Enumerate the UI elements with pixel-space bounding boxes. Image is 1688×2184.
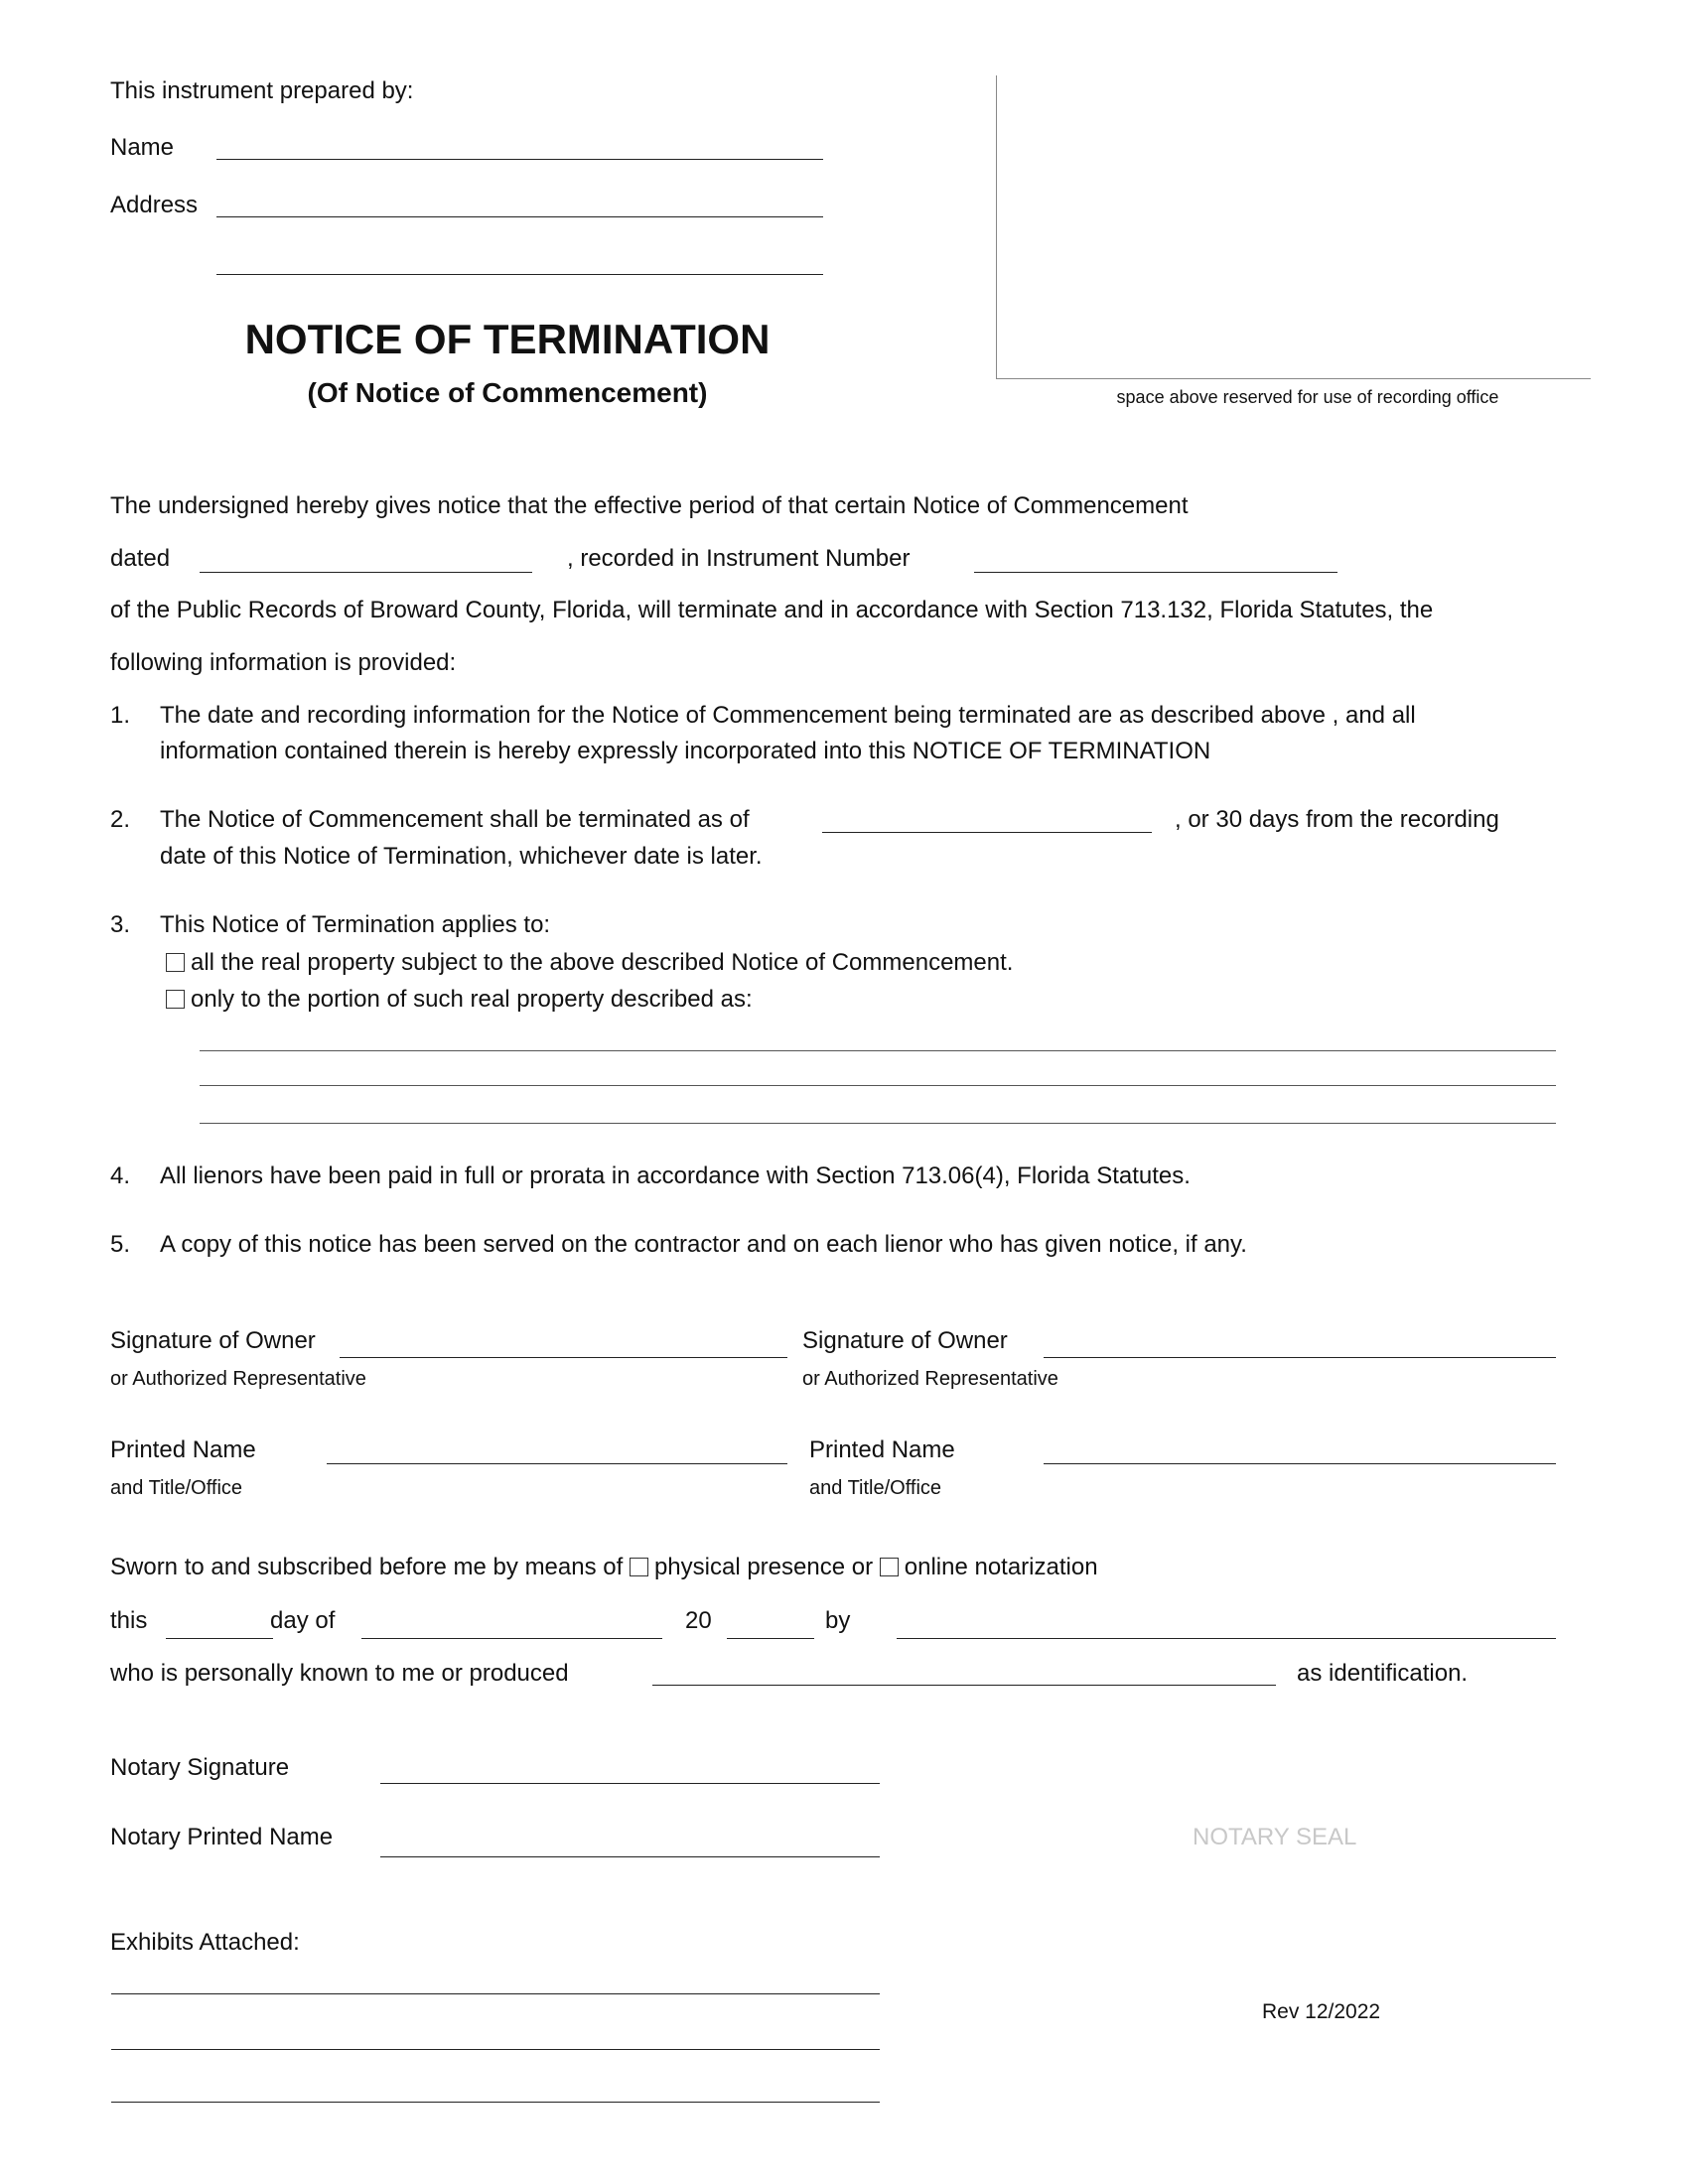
- personally-known-label: who is personally known to me or produced: [110, 1660, 569, 1687]
- year-prefix: 20: [685, 1607, 712, 1634]
- item-1-line-2: information contained therein is hereby expressly incorporated into this NOTICE OF TERMINATION: [160, 738, 1211, 764]
- exhibits-line-1[interactable]: [111, 1993, 880, 1994]
- item-3-line-1: This Notice of Termination applies to:: [160, 911, 551, 938]
- termination-date-field[interactable]: [822, 832, 1152, 833]
- property-description-line-2[interactable]: [200, 1085, 1556, 1086]
- property-description-line-1[interactable]: [200, 1050, 1556, 1051]
- name-field[interactable]: [216, 159, 823, 160]
- recorded-label: , recorded in Instrument Number: [567, 545, 911, 572]
- property-description-line-3[interactable]: [200, 1123, 1556, 1124]
- item-2-line-1b: , or 30 days from the recording: [1175, 806, 1499, 833]
- item-5-number: 5.: [110, 1231, 131, 1258]
- intro-line-1: The undersigned hereby gives notice that the effective period of that certain Notice of Commencement: [110, 492, 1189, 519]
- item-4-number: 4.: [110, 1162, 131, 1189]
- year-field[interactable]: [727, 1638, 814, 1639]
- recording-office-box: [996, 75, 1591, 379]
- option-portion-property[interactable]: [166, 985, 753, 1015]
- exhibits-line-2[interactable]: [111, 2049, 880, 2050]
- dated-field[interactable]: [200, 572, 532, 573]
- sworn-line: [110, 1553, 1098, 1582]
- prepared-by-label: This instrument prepared by:: [110, 77, 414, 104]
- identification-field[interactable]: [652, 1685, 1276, 1686]
- checkbox-physical-presence[interactable]: [630, 1558, 648, 1576]
- this-label: this: [110, 1607, 148, 1634]
- item-1-number: 1.: [110, 702, 131, 729]
- item-5-line-1: A copy of this notice has been served on the contractor and on each lienor who has given notice, if any.: [160, 1231, 1247, 1258]
- sworn-label: Sworn to and subscribed before me by means of: [110, 1554, 624, 1580]
- revision-label: Rev 12/2022: [1262, 2000, 1381, 2023]
- owner-signature-sub-2: or Authorized Representative: [802, 1368, 1058, 1390]
- owner-signature-label-2: Signature of Owner: [802, 1327, 1008, 1354]
- item-2-number: 2.: [110, 806, 131, 833]
- option-all-property-label: all the real property subject to the above described Notice of Commencement.: [191, 949, 1014, 976]
- online-notarization-label: online notarization: [904, 1554, 1098, 1580]
- document-title: NOTICE OF TERMINATION: [244, 316, 771, 362]
- item-2-line-1a: The Notice of Commencement shall be terminated as of: [160, 806, 750, 833]
- item-4-line-1: All lienors have been paid in full or prorata in accordance with Section 713.06(4), Florida Statutes.: [160, 1162, 1191, 1189]
- owner-signature-label-1: Signature of Owner: [110, 1327, 316, 1354]
- exhibits-label: Exhibits Attached:: [110, 1929, 300, 1956]
- day-of-label: day of: [270, 1607, 336, 1634]
- intro-line-4: following information is provided:: [110, 649, 457, 676]
- checkbox-portion-property[interactable]: [166, 990, 185, 1009]
- document-subtitle: (Of Notice of Commencement): [307, 377, 708, 408]
- checkbox-all-property[interactable]: [166, 953, 185, 972]
- intro-line-3: of the Public Records of Broward County, Florida, will terminate and in accordance with Section 713.132, Florida Statutes, the: [110, 597, 1434, 623]
- printed-name-field-2[interactable]: [1044, 1463, 1556, 1464]
- owner-signature-field-2[interactable]: [1044, 1357, 1556, 1358]
- physical-presence-label: physical presence or: [653, 1554, 874, 1580]
- notary-printed-name-label: Notary Printed Name: [110, 1824, 334, 1850]
- address-field-2[interactable]: [216, 274, 823, 275]
- as-identification-label: as identification.: [1297, 1660, 1469, 1687]
- printed-name-field-1[interactable]: [327, 1463, 787, 1464]
- owner-signature-field-1[interactable]: [340, 1357, 787, 1358]
- notary-signature-label: Notary Signature: [110, 1754, 290, 1781]
- printed-name-label-1: Printed Name: [110, 1436, 256, 1463]
- owner-signature-sub-1: or Authorized Representative: [110, 1368, 366, 1390]
- checkbox-online-notarization[interactable]: [880, 1558, 899, 1576]
- option-portion-property-label: only to the portion of such real property described as:: [191, 986, 753, 1013]
- notary-signature-field[interactable]: [380, 1783, 880, 1784]
- option-all-property[interactable]: [166, 948, 1013, 978]
- by-name-field[interactable]: [897, 1638, 1556, 1639]
- printed-name-label-2: Printed Name: [809, 1436, 955, 1463]
- address-label: Address: [110, 192, 199, 218]
- printed-name-sub-2: and Title/Office: [809, 1477, 942, 1499]
- day-field[interactable]: [166, 1638, 273, 1639]
- recording-office-note: space above reserved for use of recording office: [1116, 387, 1499, 407]
- by-label: by: [825, 1607, 851, 1634]
- item-3-number: 3.: [110, 911, 131, 938]
- notary-seal-placeholder: NOTARY SEAL: [1193, 1824, 1357, 1850]
- instrument-number-field[interactable]: [974, 572, 1337, 573]
- address-field-1[interactable]: [216, 216, 823, 217]
- printed-name-sub-1: and Title/Office: [110, 1477, 243, 1499]
- dated-label: dated: [110, 545, 171, 572]
- name-label: Name: [110, 134, 175, 161]
- month-field[interactable]: [361, 1638, 662, 1639]
- notary-printed-name-field[interactable]: [380, 1856, 880, 1857]
- item-1-line-1: The date and recording information for the Notice of Commencement being terminated are as described above , and all: [160, 702, 1416, 729]
- item-2-line-2: date of this Notice of Termination, whichever date is later.: [160, 843, 763, 870]
- exhibits-line-3[interactable]: [111, 2102, 880, 2103]
